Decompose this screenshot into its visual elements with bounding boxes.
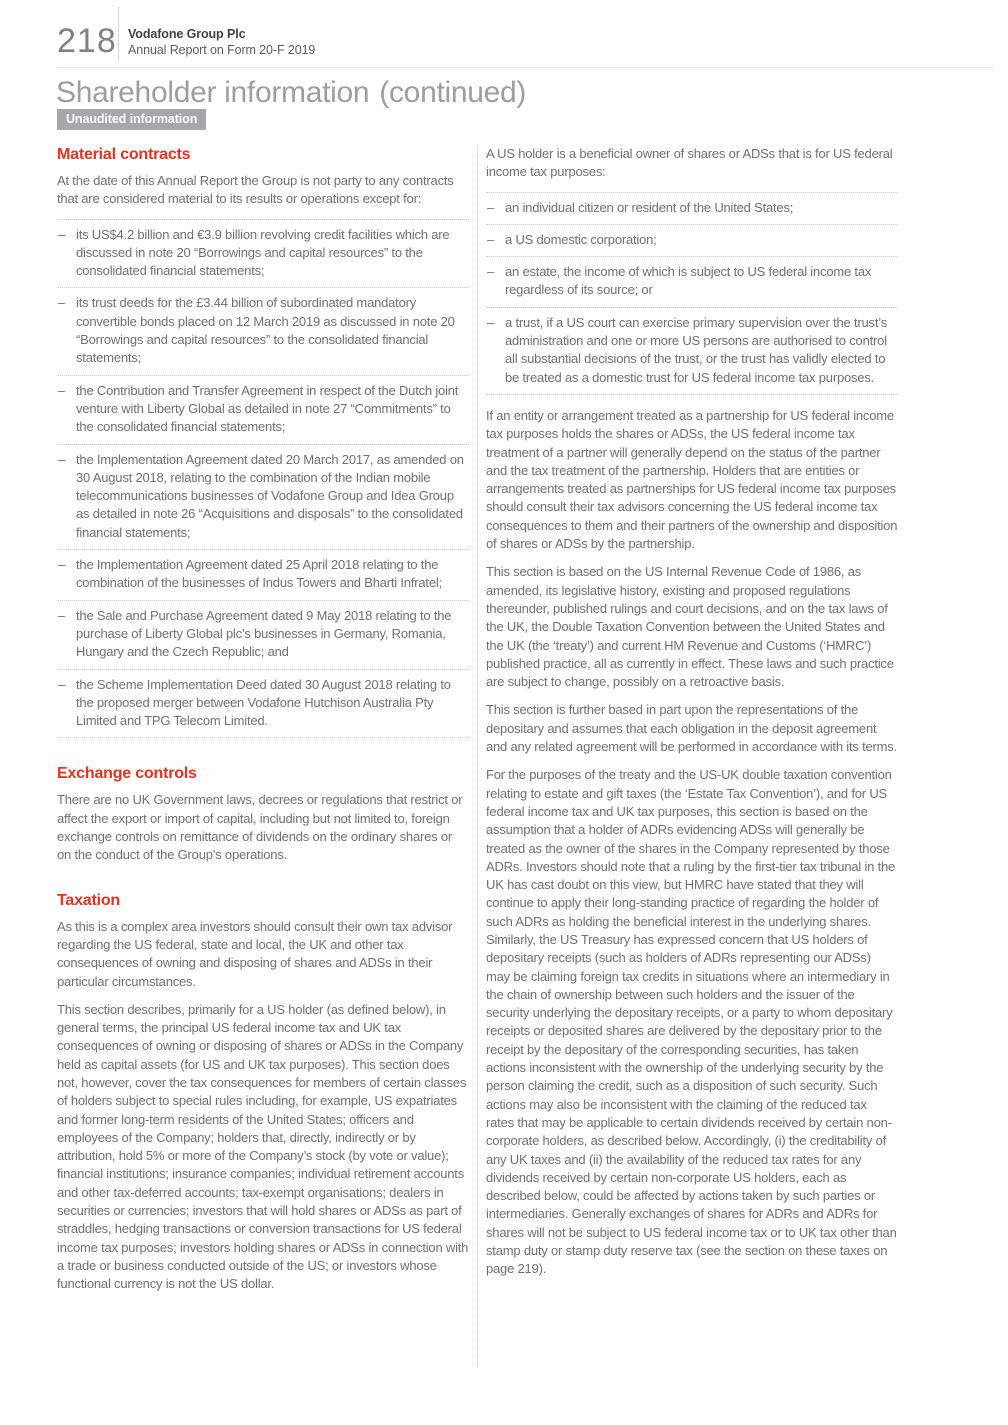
tax-paragraph: This section is further based in part upon the representations of the depositary and assumes that each obligation in the deposit agreement and any related agreement will be performed in accordance with its terms. — [486, 702, 897, 755]
company-name: Vodafone Group Plc — [128, 27, 246, 41]
column-divider — [477, 145, 478, 1367]
taxation-heading: Taxation — [57, 891, 121, 909]
content-columns — [0, 145, 1008, 1294]
us-holder-section — [486, 145, 898, 1279]
contract-item: – the Sale and Purchase Agreement dated 9 May 2018 relating to the purchase of Liberty Global plc’s businesses in Germany, Romania, Hungary and the Czech Republic; and — [57, 600, 469, 669]
tax-paragraph: This section is based on the US Internal Revenue Code of 1986, as amended, its legislative history, existing and proposed regulations thereunder, published rulings and court decisions, and on the tax laws of the UK, the Double Taxation Convention between the United States and the UK (the ‘treaty’) and current HM Revenue and Customs (‘HMRC’) published practice, all as currently in effect. These laws and such practice are subject to change, possibly on a retroactive basis. — [486, 564, 894, 690]
report-title: Annual Report on Form 20-F 2019 — [128, 43, 316, 57]
tax-paragraph: If an entity or arrangement treated as a partnership for US federal income tax purposes holds the shares or ADSs, the US federal income tax treatment of a partner will generally depend on the status of the partner and the tax treatment of the partnership. Holders that are entities or arrangements treated as partnerships for US federal income tax purposes should consult their tax advisors concerning the US federal income tax consequences to them and their partners of the ownership and disposition of shares or ADSs by the partnership. — [486, 407, 898, 552]
right-column — [486, 145, 898, 1279]
us-holder-intro: A US holder is a beneficial owner of shares or ADSs that is for US federal income tax purposes: — [486, 146, 893, 180]
us-holder-item: – an estate, the income of which is subject to US federal income tax regardless of its source; or — [486, 256, 898, 307]
unaudited-badge: Unaudited information — [57, 109, 206, 130]
exchange-controls-heading: Exchange controls — [57, 765, 197, 783]
contract-item: – the Implementation Agreement dated 20 March 2017, as amended on 30 August 2018, relating to the combination of the Indian mobile telecommunications businesses of Vodafone Group and Idea Group as detailed in note 26 “Acquisitions and disposals” to the consolidated financial statements; — [57, 444, 469, 549]
material-contracts-section — [57, 145, 469, 738]
material-contracts-intro: At the date of this Annual Report the Group is not party to any contracts that are considered material to its results or operations except for: — [57, 173, 454, 207]
header-divider — [118, 7, 119, 62]
contract-item: – its trust deeds for the £3.44 billion of subordinated mandatory convertible bonds placed on 12 March 2019 as discussed in note 20 “Borrowings and capital resources” to the consolidated financial statements; — [57, 287, 469, 374]
us-holder-item: – a US domestic corporation; — [486, 224, 898, 256]
section-title — [56, 76, 526, 110]
taxation-paragraph: This section describes, primarily for a US holder (as defined below), in general terms, the principal US federal income tax and UK tax consequences of owning or disposing of shares or ADSs in the Company held as capital assets (for US and UK tax purposes). This section does not, however, cover the tax consequences for members of certain classes of holders subject to special rules including, for example, US expatriates and former long-term residents of the United States; officers and employees of the Company; holders that, directly, indirectly or by attribution, hold 5% or more of the Company’s stock (by vote or value); financial institutions; insurance companies; individual retirement accounts and other tax-deferred accounts; tax-exempt organisations; dealers in securities or currencies; investors that will hold shares or ADSs as part of straddles, hedging transactions or conversion transactions for US federal income tax purposes; investors holding shares or ADSs in connection with a trade or business conducted outside of the US; or investors whose functional currency is not the US dollar. — [57, 1001, 469, 1292]
contract-item: – the Contribution and Transfer Agreement in respect of the Dutch joint venture with Liberty Global as detailed in note 27 “Commitments” to the consolidated financial statements; — [57, 375, 469, 444]
us-holder-item: – an individual citizen or resident of the United States; — [486, 192, 898, 224]
contract-item: – the Implementation Agreement dated 25 April 2018 relating to the combination of the businesses of Indus Towers and Bharti Infratel; — [57, 549, 469, 600]
us-holder-list — [486, 192, 898, 395]
exchange-controls-body: There are no UK Government laws, decrees or regulations that restrict or affect the export or import of capital, including but not limited to, foreign exchange controls on remittance of dividends on the ordinary shares or on the conduct of the Group’s operations. — [57, 792, 463, 863]
material-contracts-heading: Material contracts — [57, 146, 191, 163]
contract-item: – the Scheme Implementation Deed dated 30 August 2018 relating to the proposed merger between Vodafone Hutchison Australia Pty Limited and TPG Telecom Limited. — [57, 669, 469, 738]
exchange-controls-section — [57, 764, 469, 864]
section-title-continued: (continued) — [379, 76, 527, 109]
tax-paragraph: For the purposes of the treaty and the US-UK double taxation convention relating to estate and gift taxes (the ‘Estate Tax Convention’), and for US federal income tax and UK tax purposes, this section is based on the assumption that a holder of ADRs evidencing ADSs will generally be treated as the owner of the shares in the Company represented by those ADRs. Investors should note that a ruling by the first-tier tax tribunal in the UK has cast doubt on this view, but HMRC have stated that they will continue to apply their long-standing practice of regarding the holder of such ADRs as holding the beneficial interest in the underlying shares. Similarly, the US Treasury has expressed concern that US holders of depositary receipts (such as holders of ADRs representing our ADSs) may be claiming foreign tax credits in situations where an intermediary in the chain of ownership between such holders and the issuer of the security underlying the depositary receipts, or a party to whom depositary receipts or deposited shares are delivered by the depositary prior to the receipt by the depositary of the corresponding securities, has taken actions inconsistent with the ownership of the underlying security by the person claiming the credit, such as a disposition of such security. Such actions may also be inconsistent with the claiming of the reduced tax rates that may be applicable to certain dividends received by certain non-corporate holders, as described below. Accordingly, (i) the creditability of any UK taxes and (ii) the availability of the reduced tax rates for any dividends received by certain non-corporate US holders, each as described below, could be affected by actions taken by such parties or intermediaries. Generally exchanges of shares for ADRs and ADRs for shares will not be subject to US federal income tax or to UK tax other than stamp duty or stamp duty reserve tax (see the section on these taxes on page 219). — [486, 767, 897, 1277]
section-title-text: Shareholder information — [56, 76, 370, 109]
left-column — [57, 145, 469, 1294]
us-holder-item: – a trust, if a US court can exercise primary supervision over the trust’s administration and one or more US persons are authorised to control all substantial decisions of the trust, or the trust has validly elected to be treated as a domestic trust for US federal income tax purposes. — [486, 307, 898, 394]
page-number: 218 — [57, 22, 117, 60]
taxation-section — [57, 891, 469, 1294]
material-contracts-list — [57, 219, 469, 739]
contract-item: – its US$4.2 billion and €3.9 billion revolving credit facilities which are discussed in note 20 “Borrowings and capital resources” to the consolidated financial statements; — [57, 219, 469, 288]
taxation-paragraph: As this is a complex area investors should consult their own tax advisor regarding the US federal, state and local, the UK and other tax consequences of owning and disposing of shares and ADSs in their particular circumstances. — [57, 918, 453, 989]
header-rule — [57, 67, 995, 68]
